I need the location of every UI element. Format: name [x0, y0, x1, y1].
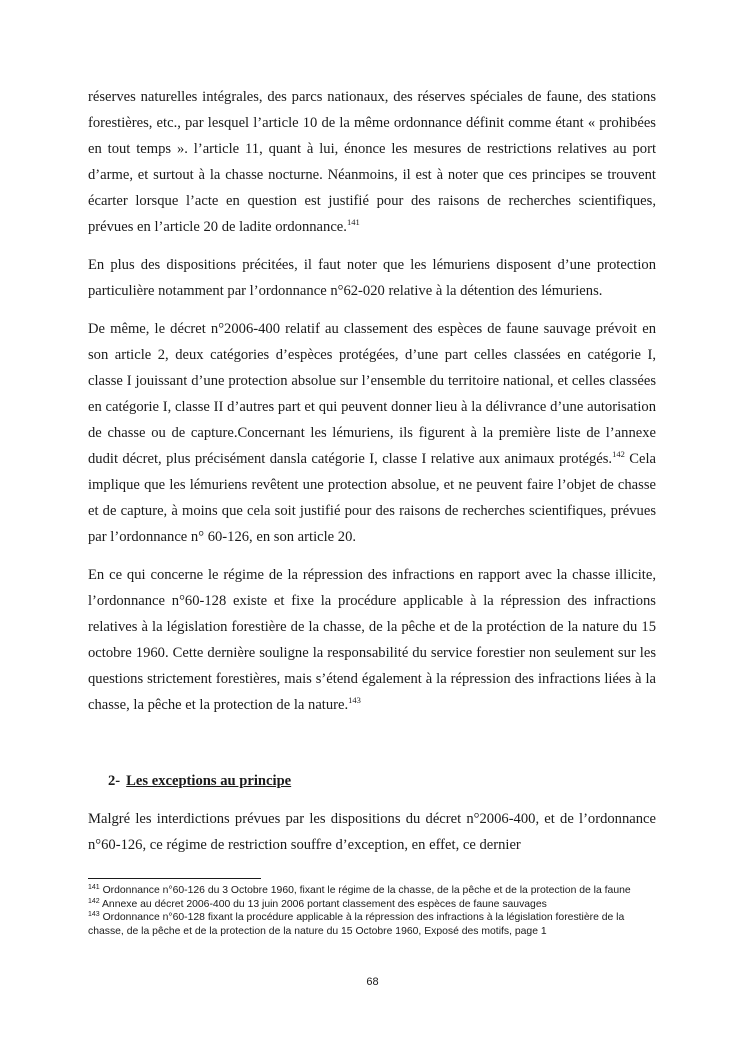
- page-number: 68: [366, 976, 379, 988]
- footnote-number: 143: [88, 911, 100, 919]
- paragraph-2: [88, 252, 656, 304]
- paragraph-4-text: En ce qui concerne le régime de la répression des infractions en rapport avec la chasse illicite, l’ordonnance n°60-128 existe et fixe la procédure applicable à la répression des infractions relatives à la législation forestière de la chasse, de la pêche et de la protéction de la nature du 15 octobre 1960. Cette dernière souligne la responsabilité du service forestier non seulement sur les questions strictement forestières, mais s’étend également à la répression des infractions liées à la chasse, la pêche et la protection de la nature.: [88, 567, 656, 713]
- footnote-text: Ordonnance n°60-128 fixant la procédure applicable à la répression des infractions à la législation forestière de la chasse, de la pêche et de la protection de la nature du 15 Octobre 1960, Exposé des motifs, page 1: [88, 912, 625, 937]
- paragraph-3-text-before: De même, le décret n°2006-400 relatif au classement des espèces de faune sauvage prévoit en son article 2, deux catégories d’espèces protégées, d’une part celles classées en catégorie I, classe I jouissant d’une protection absolue sur l’ensemble du territoire national, et celles classées en catégorie I, classe II d’autres part et qui peuvent donner lieu à la délivrance d’une autorisation de chasse ou de capture.Concernant les lémuriens, ils figurent à la première liste de l’annexe dudit décret, plus précisément dansla catégorie I, classe I relative aux animaux protégés.: [88, 321, 656, 467]
- paragraph-3: [88, 316, 656, 550]
- section-number: 2-: [108, 773, 121, 789]
- footnote-separator: [88, 878, 261, 879]
- footnote-text: Annexe au décret 2006-400 du 13 juin 2006 portant classement des espèces de faune sauvages: [99, 898, 547, 910]
- section-heading: [108, 770, 291, 792]
- footnote-141: [88, 884, 656, 898]
- footnotes: [88, 884, 656, 938]
- footnote-ref-143[interactable]: 143: [348, 695, 361, 705]
- paragraph-4: [88, 562, 656, 718]
- footnote-number: 142: [88, 897, 100, 905]
- footnote-ref-141[interactable]: 141: [346, 217, 360, 227]
- paragraph-3-text-after: Cela implique que les lémuriens revêtent une protection absolue, et ne peuvent faire l’objet de chasse et de capture, à moins que cela soit justifié pour des raisons de recherches scientifiques, prévues par l’ordonnance n° 60-126, en son article 20.: [88, 451, 656, 545]
- footnote-text: Ordonnance n°60-126 du 3 Octobre 1960, fixant le régime de la chasse, de la pêche et de la protection de la faune: [99, 885, 631, 896]
- paragraph-5: [88, 806, 656, 858]
- paragraph-5-text: Malgré les interdictions prévues par les dispositions du décret n°2006-400, et de l’ordonnance n°60-126, ce régime de restriction souffre d’exception, en effet, ce dernier: [88, 811, 656, 853]
- footnote-143: [88, 911, 656, 938]
- footnote-number: 141: [88, 884, 100, 891]
- paragraph-1-text: réserves naturelles intégrales, des parcs nationaux, des réserves spéciales de faune, des stations forestières, etc., par lesquel l’article 10 de la même ordonnance définit comme étant « prohibées en tout temps ». l’article 11, quant à lui, énonce les mesures de restrictions relatives au port d’arme, et surtout à la chasse nocturne. Néanmoins, il est à noter que ces principes se trouvent écarter lorsque l’acte en question est justifié pour des raisons de recherches scientifiques, prévues en l’article 20 de ladite ordonnance.: [88, 89, 656, 235]
- section-title: Les exceptions au principe: [126, 773, 292, 789]
- footnote-ref-142[interactable]: 142: [612, 449, 625, 459]
- paragraph-2-text: En plus des dispositions précitées, il faut noter que les lémuriens disposent d’une protection particulière notamment par l’ordonnance n°62-020 relative à la détention des lémuriens.: [88, 257, 656, 299]
- paragraph-1: [88, 84, 656, 240]
- footnote-142: [88, 898, 656, 912]
